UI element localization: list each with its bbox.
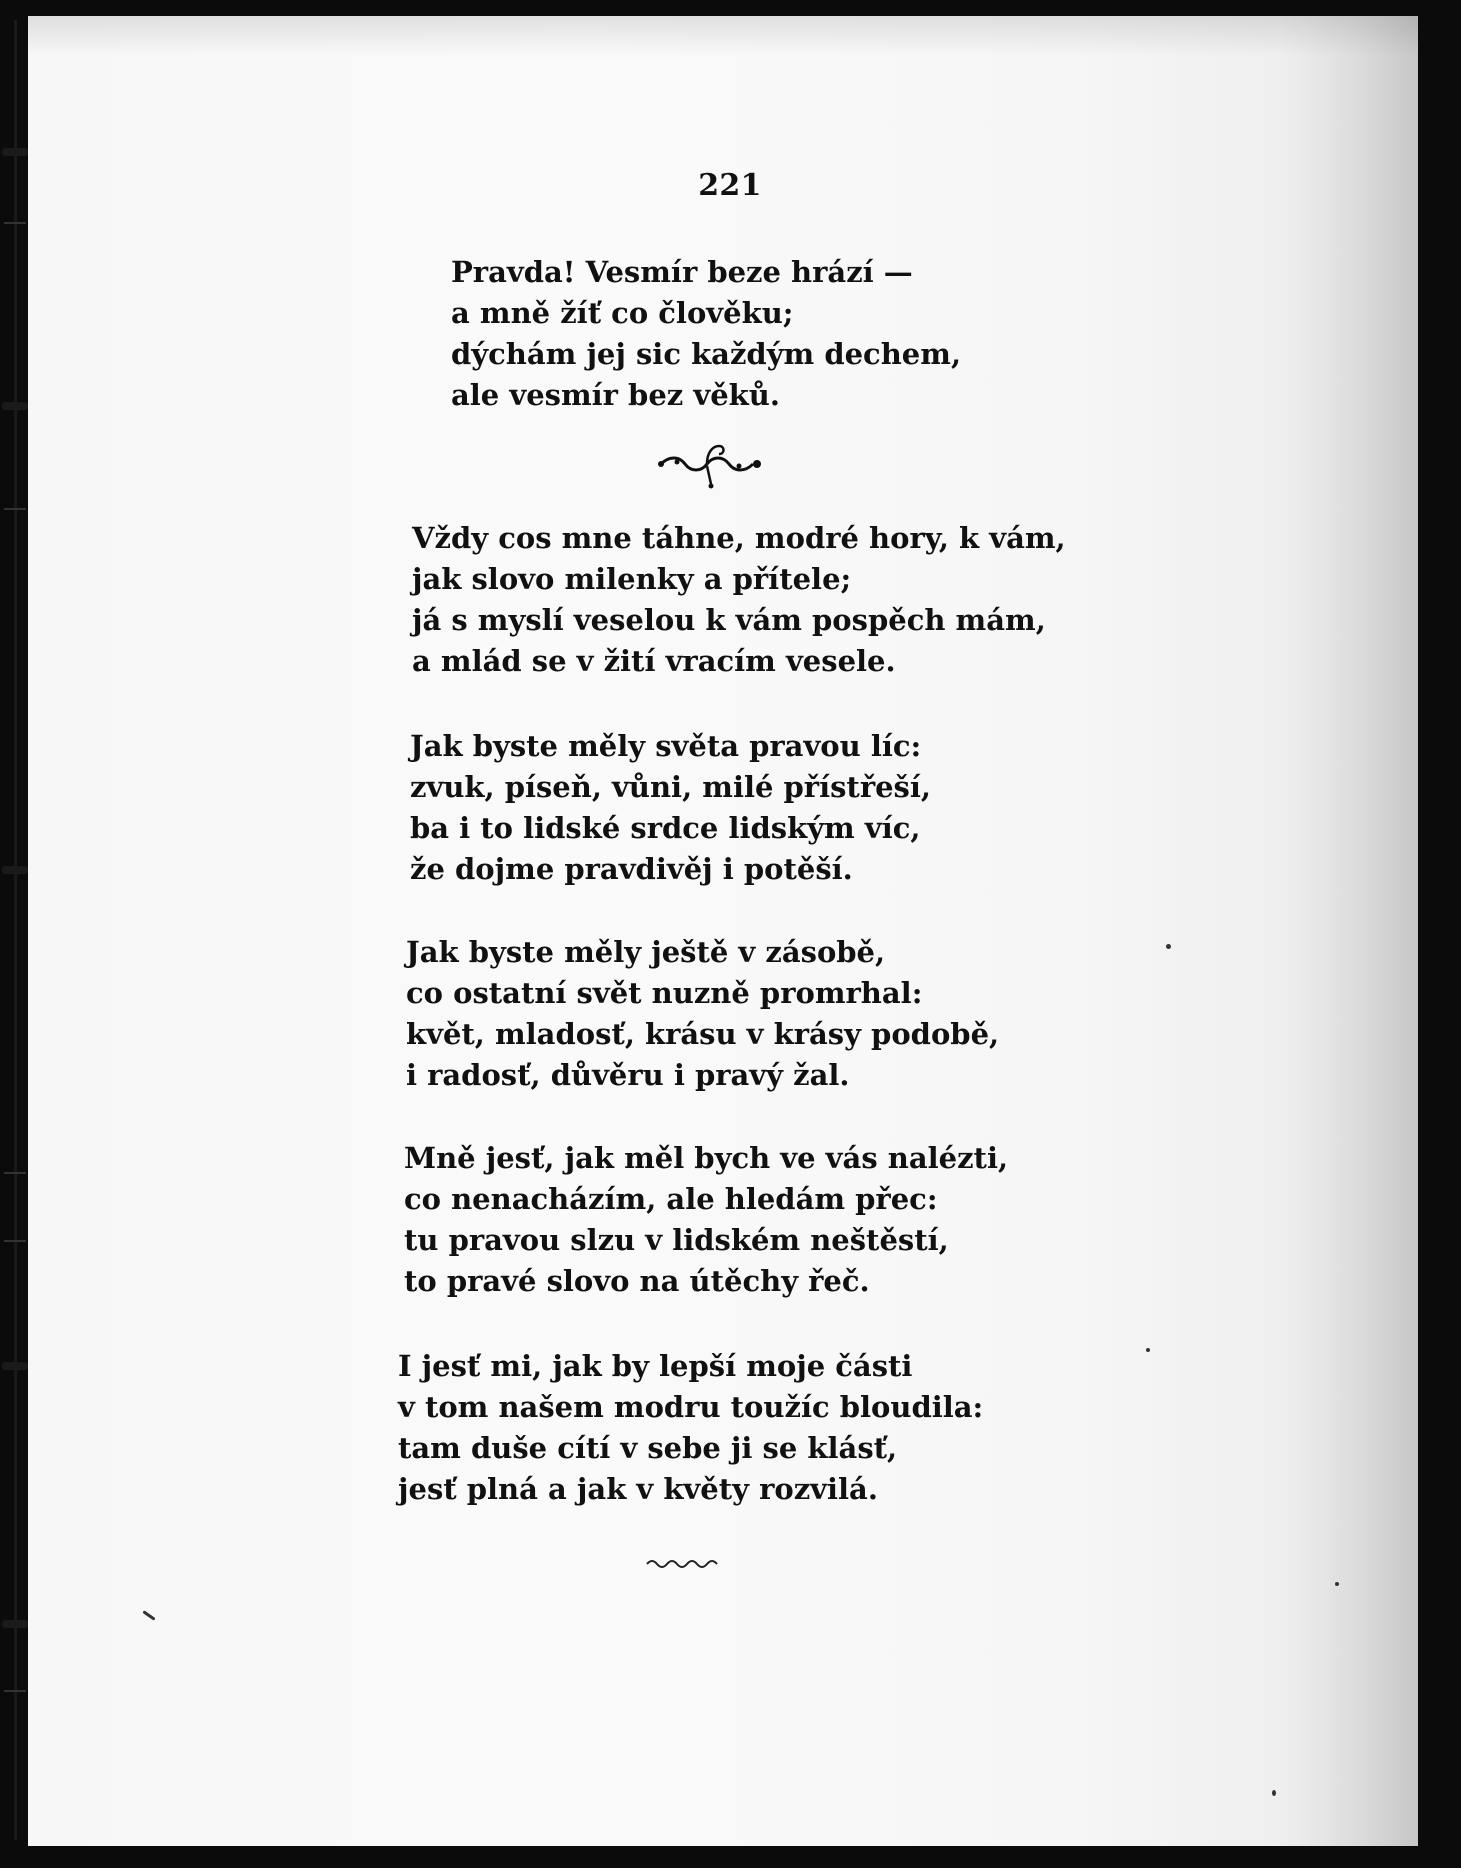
poem-line: a mlád se v žití vracím vesele.: [412, 644, 896, 678]
poem-two-stanza: [398, 1346, 983, 1510]
poem-line: Vždy cos mne táhne, modré hory, k vám,: [412, 521, 1066, 555]
poem-line: a mně žíť co člověku;: [451, 296, 794, 330]
binding-tick: [4, 1172, 26, 1174]
scan-speck: [1335, 1582, 1339, 1586]
poem-line: že dojme pravdivěj i potěší.: [410, 852, 853, 886]
right-edge-shadow: [1278, 16, 1418, 1846]
binding-tab: [2, 1362, 28, 1370]
poem-line: co ostatní svět nuzně promrhal:: [406, 976, 923, 1010]
scan-speck: [1166, 944, 1171, 949]
binding-edge-line: [14, 20, 17, 1840]
poem-two-stanza: [404, 1138, 1008, 1302]
poem-line: Mně jesť, jak měl bych ve vás nalézti,: [404, 1141, 1009, 1175]
poem-line: i radosť, důvěru i pravý žal.: [406, 1058, 850, 1092]
binding-tick: [4, 508, 26, 510]
top-shadow: [28, 16, 1418, 56]
poem-line: ba i to lidské srdce lidským víc,: [410, 811, 921, 845]
poem-line: tu pravou slzu v lidském neštěstí,: [404, 1223, 949, 1257]
poem-line: Pravda! Vesmír beze hrází —: [451, 255, 913, 289]
poem-line: to pravé slovo na útěchy řeč.: [404, 1264, 870, 1298]
poem-line: co nenacházím, ale hledám přec:: [404, 1182, 938, 1216]
binding-tick: [4, 1690, 26, 1692]
poem-line: dýchám jej sic každým dechem,: [451, 337, 962, 371]
poem-two-stanza: [406, 932, 999, 1096]
poem-line: já s myslí veselou k vám pospěch mám,: [412, 603, 1046, 637]
poem-line: v tom našem modru toužíc bloudila:: [398, 1390, 984, 1424]
poem-line: jesť plná a jak v květy rozvilá.: [398, 1472, 878, 1506]
poem-two-stanza: [412, 518, 1066, 682]
binding-tab: [2, 1620, 28, 1628]
poem-line: Jak byste měly světa pravou líc:: [410, 729, 922, 763]
poem-one-stanza: [451, 252, 961, 416]
poem-line: tam duše cítí v sebe ji se klásť,: [398, 1431, 898, 1465]
binding-tick: [4, 1240, 26, 1242]
scan-speck: [1146, 1348, 1150, 1352]
poem-two-stanza: [410, 726, 931, 890]
binding-tab: [2, 866, 28, 874]
wavy-end-mark-icon: [645, 1556, 721, 1570]
poem-line: ale vesmír bez věků.: [451, 378, 780, 412]
poem-line: I jesť mi, jak by lepší moje části: [398, 1349, 913, 1383]
fleuron-ornament-icon: [655, 436, 765, 496]
poem-line: Jak byste měly ještě v zásobě,: [406, 935, 886, 969]
scan-speck: [1272, 1790, 1276, 1796]
poem-line: zvuk, píseň, vůni, milé přístřeší,: [410, 770, 931, 804]
page-number: 221: [698, 168, 762, 203]
binding-tab: [2, 402, 28, 410]
poem-line: květ, mladosť, krásu v krásy podobě,: [406, 1017, 1000, 1051]
binding-tick: [4, 222, 26, 224]
binding-tab: [2, 148, 28, 156]
poem-line: jak slovo milenky a přítele;: [412, 562, 852, 596]
